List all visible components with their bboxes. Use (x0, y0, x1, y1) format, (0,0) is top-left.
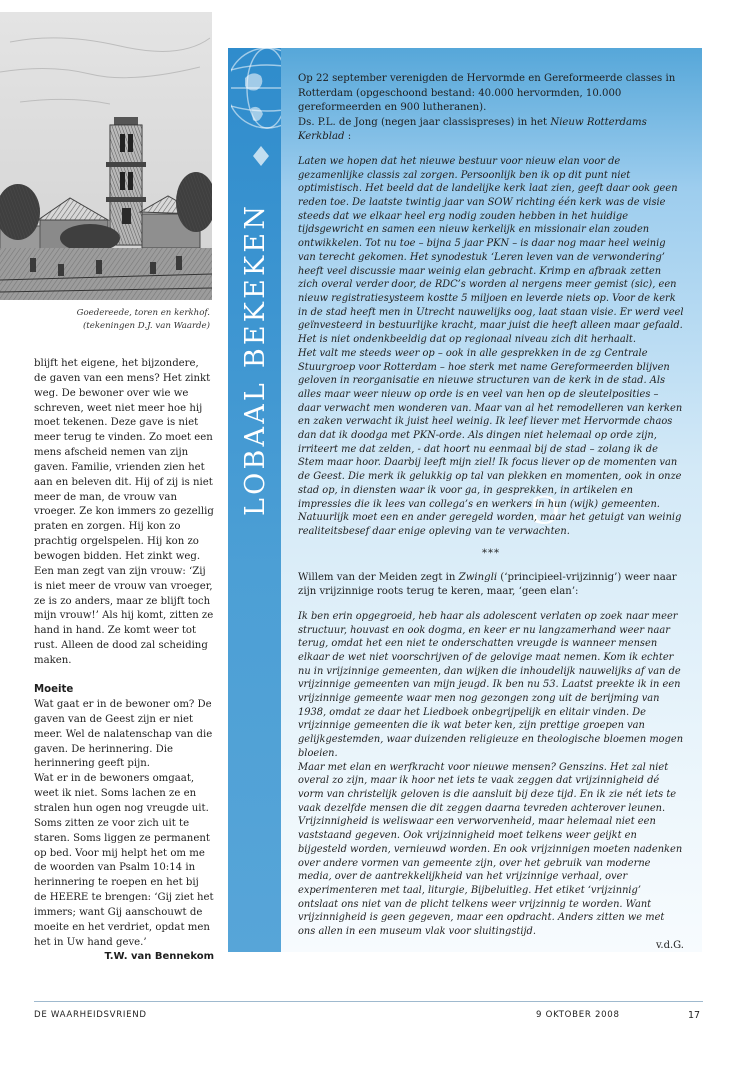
church-sketch-illustration (0, 12, 212, 300)
footer-publication: DE WAARHEIDSVRIEND (34, 1010, 147, 1020)
intro3-prefix: Willem van der Meiden zegt in (298, 571, 459, 583)
quote-2-part-2: Maar met elan en werfkracht voor nieuwe mensen? Genszins. Het zal niet overal zo zijn, maar ik hoor net iets te vaak zeggen dat vrijzinnigheid dé vorm van christelijk geloven is die aansluit bij deze tijd. En ik zie nét iets te vaak dezelfde mensen die dit zeggen daarna tevreden achterover leunen. Vrijzinnigheid is weliswaar een verworvenheid, maar helemaal niet een vaststaand gegeven. Ook vrijzinnigheid moet telkens weer geijkt en bijgesteld worden, vernieuwd worden. En ook vrijzinnigen moeten nadenken over andere vormen van gemeente zijn, over het gebruik van moderne media, over de aantrekkelijkheid van het vrijzinnige verhaal, over experimenteren met taal, liturgie, Bijbeluitleg. Het etiket ‘vrijzinnig’ ontslaat ons niet van de plicht telkens weer vrijzinnig te worden. Want vrijzinnigheid is geen gegeven, maar een opdracht. Anders zitten we met ons allen in een museum vlak voor sluitingstijd. (298, 761, 683, 938)
left-paragraph-3: Wat gaat er in de bewoner om? De gaven van de Geest zijn er niet meer. Wel de nalatenschap van die gaven. De herinnering. Die herinnering geeft pijn. (34, 699, 213, 770)
left-paragraph-4: Wat er in de bewoners omgaat, weet ik niet. Soms lachen ze en stralen hun ogen nog vreugde uit. Soms zitten ze voor zich uit te staren. Soms liggen ze permanent op bed. Voor mij helpt het om me de woorden van Psalm 10:14 in herinnering te roepen en het bij de HEERE te brengen: ‘Gij ziet het immers; want Gij aanschouwt de moeite en het verdriet, opdat men het in Uw hand geve.’ (34, 773, 214, 948)
footer-rule (34, 1001, 703, 1002)
source-nieuw-rotterdams-kerkblad: Nieuw Rotterdams Kerkblad (298, 116, 647, 143)
editor-initials: v.d.G. (655, 939, 684, 951)
section-title: G LOBAAL BEKEKEN (240, 202, 560, 530)
quote-1-part-2: Het valt me steeds weer op – ook in alle gesprekken in de zg Centrale Stuurgroep voor Rotterdam – hoe sterk met name Gereformeerden blijven geloven in reorganisatie en nieuwe structuren van de kerk in de stad. Als alles maar weer nieuw op orde is en veel van hen op de sleutelposities – daar verwacht men wonderen van. Maar van al het remodelleren van kerken en zaken verwacht ik juist heel weinig. Ik leef liever met Hervormde chaos dan dat ik doodga met PKN-orde. Als dingen niet helemaal op orde zijn, irriteert me dat zelden, - dat hoort nu eenmaal bij de stad – zolang ik de Stem maar hoor. Daarbij leeft mijn ziel! Ik focus liever op de momenten van de Geest. Die merk ik gelukkig op tal van plekken en momenten, ook in onze stad op, in diensten waar ik voor ga, in gesprekken, in artikelen en impressies die ik lees van collega’s en werkers in hun (wijk) gemeenten. Natuurlijk moet een en ander geregeld worden, maar het getuigt van weinig realiteitsbesef daar enige opleving van te verwachten. (298, 347, 683, 537)
intro-paragraph-2 (298, 116, 684, 145)
caption-line-1: Goedereede, toren en kerkhof. (76, 308, 210, 318)
author-signature: T.W. van Bennekom (104, 951, 214, 963)
intro-paragraph-1: Op 22 september verenigden de Hervormde en Gereformeerde classes in Rotterdam (opgeschoond bestand: 40.000 hervormden, 10.000 gereformeerden en 900 lutheranen). (298, 73, 676, 114)
footer-date: 9 OKTOBER 2008 (536, 1010, 620, 1020)
separator-stars: *** (482, 547, 500, 559)
quote-2-part-1: Ik ben erin opgegroeid, heb haar als adolescent verlaten op zoek naar meer structuur, houvast en ook dogma, en keer er nu langzamerhand weer naar terug, omdat het een niet te onderschatten vreugde is wanneer mensen elkaar de wet niet voorschrijven of de gelovige maat nemen. Kom ik echter nu in vrijzinnige gemeenten, dan wijken die inhoudelijk nauwelijks af van de vrijzinnige gemeenten van mijn jeugd. Ik ben nu 53. Laatst preekte ik in een vrijzinnige gemeente waar men nog gezongen zong uit de berijming van 1938, omdat ze daar het Liedboek onbegrijpelijk en elitair vinden. De vrijzinnige gemeenten die ik wat beter ken, zijn prettige groepen van gelijkgestemden, waar duizenden religieuze en theologische bloemen mogen bloeien. (298, 610, 684, 759)
panel-article (298, 72, 684, 953)
left-paragraph-1: blijft het eigene, het bijzondere, de gaven van een mens? Het zinkt weg. De bewoner over wie we schreven, weet niet meer hoe hij moet tekenen. Deze gave is niet meer terug te vinden. Zo moet een mens afscheid nemen van zijn gaven. Familie, vrienden zien het aan en beleven dit. Hij of zij is niet meer de man, de vrouw van vroeger. Ze kon immers zo gezellig praten en zorgen. Hij kon zo prachtig orgelspelen. Hij kon zo bewogen bidden. Het zinkt weg. (34, 358, 214, 562)
footer-page-number: 17 (688, 1010, 701, 1021)
left-paragraph-2: Een man zegt van zijn vrouw: ‘Zij is niet meer de vrouw van vroeger, ze is zo anders, maar ze blijft toch mijn vrouw!’ Als hij komt, zitten ze hand in hand. Ze komt weer tot rust. Alleen de dood zal scheiding maken. (34, 565, 214, 666)
caption-line-2: (tekeningen D.J. van Waarde) (82, 320, 210, 331)
intro3-suffix: (‘principieel-vrijzinnig’) weer naar zijn vrijzinnige roots terug te keren, maar, ‘geen elan’: (298, 571, 677, 598)
globe-icon (231, 48, 281, 196)
intro-paragraph-3 (298, 571, 684, 600)
intro2-prefix: Ds. P.L. de Jong (negen jaar classispreses) in het (298, 116, 551, 128)
quote-1-part-1: Laten we hopen dat het nieuwe bestuur voor nieuw elan voor de gezamenlijke classis zal zorgen. Persoonlijk ben ik op dit punt niet optimistisch. Het beeld dat de landelijke kerk laat zien, geeft daar ook geen reden toe. De laatste twintig jaar van SOW richting één kerk was de visie steeds dat we elkaar heel erg nodig zouden hebben in het huidige tijdsgewricht en samen een nieuw kerkelijk en missionair elan zouden ontwikkelen. Tot nu toe – bijna 5 jaar PKN – is daar nog maar heel weinig van terecht gekomen. Het synodestuk ‘Leren leven van de verwondering’ heeft veel discussie maar weinig elan gebracht. Krimp en afbraak zetten zich overal verder door, de RDC’s worden al nergens meer gemist (sic), een nieuw registratiesysteem kostte 5 miljoen en leverde niets op. Voor de kerk in de stad heeft men in Utrecht nauwelijks oog, laat staan visie. Er werd veel geïnvesteerd in bestuurlijke kracht, maar juist die heeft alleen maar gefaald. Het is niet ondenkbeeldig dat op regionaal niveau zich dit herhaalt. (298, 155, 684, 346)
image-caption (0, 307, 210, 332)
section-heading-moeite: Moeite (34, 684, 74, 696)
source-zwingli: Zwingli (458, 571, 498, 583)
left-article-column (34, 357, 214, 965)
intro2-suffix: : (344, 131, 352, 143)
